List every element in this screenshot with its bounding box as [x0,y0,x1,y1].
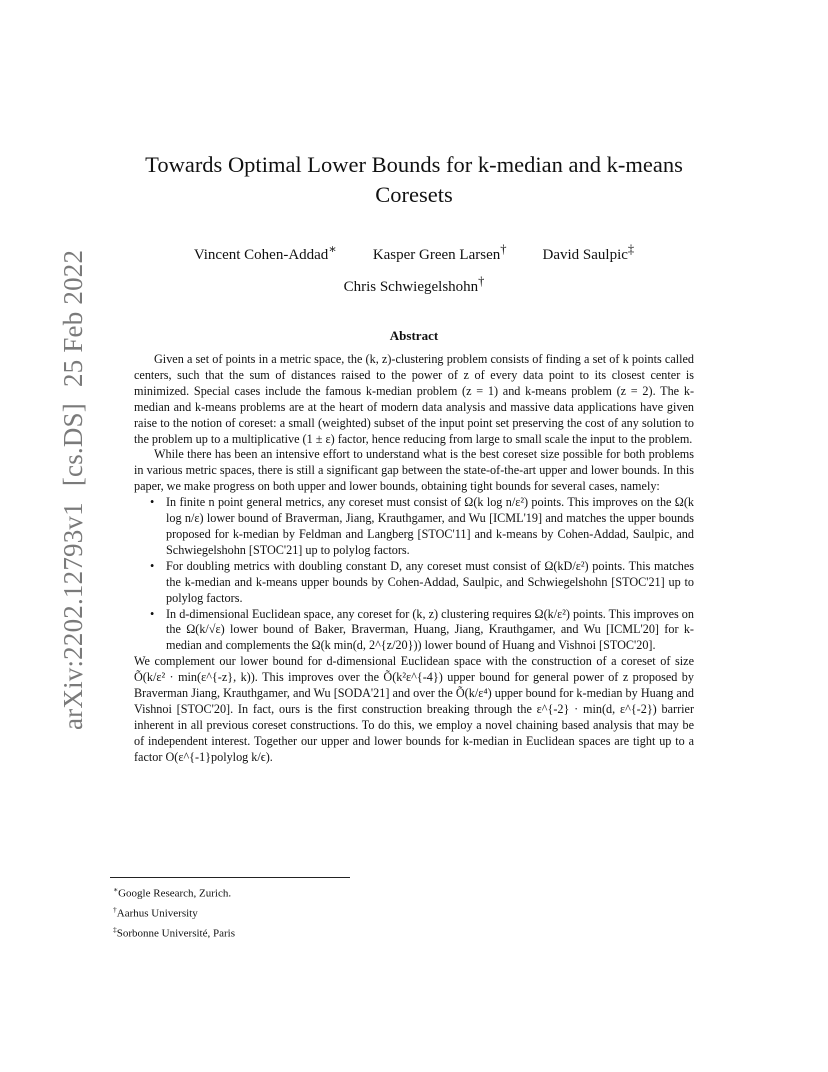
author-1: Vincent Cohen-Addad∗ [193,242,337,263]
arxiv-date: 25 Feb 2022 [58,249,88,388]
footnotes [113,882,235,942]
abstract-paragraph-2: While there has been an intensive effort to understand what is the best coreset size possible for both problems in various metric spaces, there is still a significant gap between the state-of-the-art upper and lower bounds. In this paper, we make progress on both upper and lower bounds, obtaining tight bounds for several cases, namely: [134,447,694,494]
arxiv-category: [cs.DS] [58,403,88,487]
author-2: Kasper Green Larsen† [372,242,507,263]
footnote-3: ‡Sorbonne Université, Paris [113,925,235,940]
list-item: • For doubling metrics with doubling constant D, any coreset must consist of Ω(kD/ε²) points. This matches the k-median and k-means upper bounds by Cohen-Addad, Saulpic, and Schwiegelshohn [STOC'21] up to polylog factors. [150,558,694,605]
abstract-body [134,352,694,766]
paper-title: Towards Optimal Lower Bounds for k-median and k-means Coresets [145,152,683,207]
author-3: David Saulpic‡ [542,242,635,263]
footnote-divider [110,877,350,878]
abstract-paragraph-1: Given a set of points in a metric space, the (k, z)-clustering problem consists of finding a set of k points called centers, such that the sum of distances raised to the power of z of every data point to its closest center is minimized. Special cases include the famous k-median problem (z = 1) and k-means problem (z = 2). The k-median and k-means problems are at the heart of modern data analysis and massive data applications have given raise to the notion of coreset: a small (weighted) subset of the input point set preserving the cost of any solution to the problem up to a multiplicative (1 ± ε) factor, hence reducing from large to small scale the input to the problem. [134,352,694,446]
abstract-paragraph-3: We complement our lower bound for d-dimensional Euclidean space with the construction of a coreset of size Õ(k/ε² · min(ε^{-z}, k)). This improves over the Õ(k²ε^{-4}) upper bound for general power of z proposed by Braverman Jiang, Krauthgamer, and Wu [SODA'21] and over the Õ(k/ε⁴) upper bound for k-median by Huang and Vishnoi [STOC'20]. In fact, ours is the first construction breaking through the ε^{-2} · min(d, ε^{-2}) barrier inherent in all previous coreset constructions. To do this, we employ a novel chaining based analysis that may be of independent interest. Together our upper and lower bounds for k-median in Euclidean spaces are tight up to a factor O(ε^{-1}polylog k/ϵ). [134,654,694,764]
footnote-1: ∗Google Research, Zurich. [113,885,232,900]
list-item: • In d-dimensional Euclidean space, any coreset for (k, z) clustering requires Ω(k/ε²) points. This improves on the Ω(k/√ε) lower bound of Baker, Braverman, Huang, Jiang, Krauthgamer, and Wu [ICML'20] for k-median and complements the Ω(k min(d, 2^{z/20})) lower bound of Huang and Vishnoi [STOC'20]. [150,606,694,653]
bullet-icon: • [150,606,155,621]
author-4: Chris Schwiegelshohn† [343,274,485,295]
arxiv-stamp [58,234,89,730]
footnote-2: †Aarhus University [113,905,198,920]
list-item: • In finite n point general metrics, any coreset must consist of Ω(k log n/ε²) points. This improves on the Ω(k log n/ε) lower bound of Braverman, Jiang, Krauthgamer, and Wu [ICML'19] and matches the upper bounds proposed for k-median by Feldman and Langberg [STOC'11] and k-means by Cohen-Addad, Saulpic, and Schwiegelshohn [STOC'21] up to polylog factors. [150,495,694,557]
arxiv-id: arXiv:2202.12793v1 [58,502,88,730]
abstract-heading: Abstract [389,328,439,343]
author-list [110,236,718,300]
results-list [134,495,694,654]
bullet-icon: • [150,495,155,510]
bullet-icon: • [150,558,155,573]
